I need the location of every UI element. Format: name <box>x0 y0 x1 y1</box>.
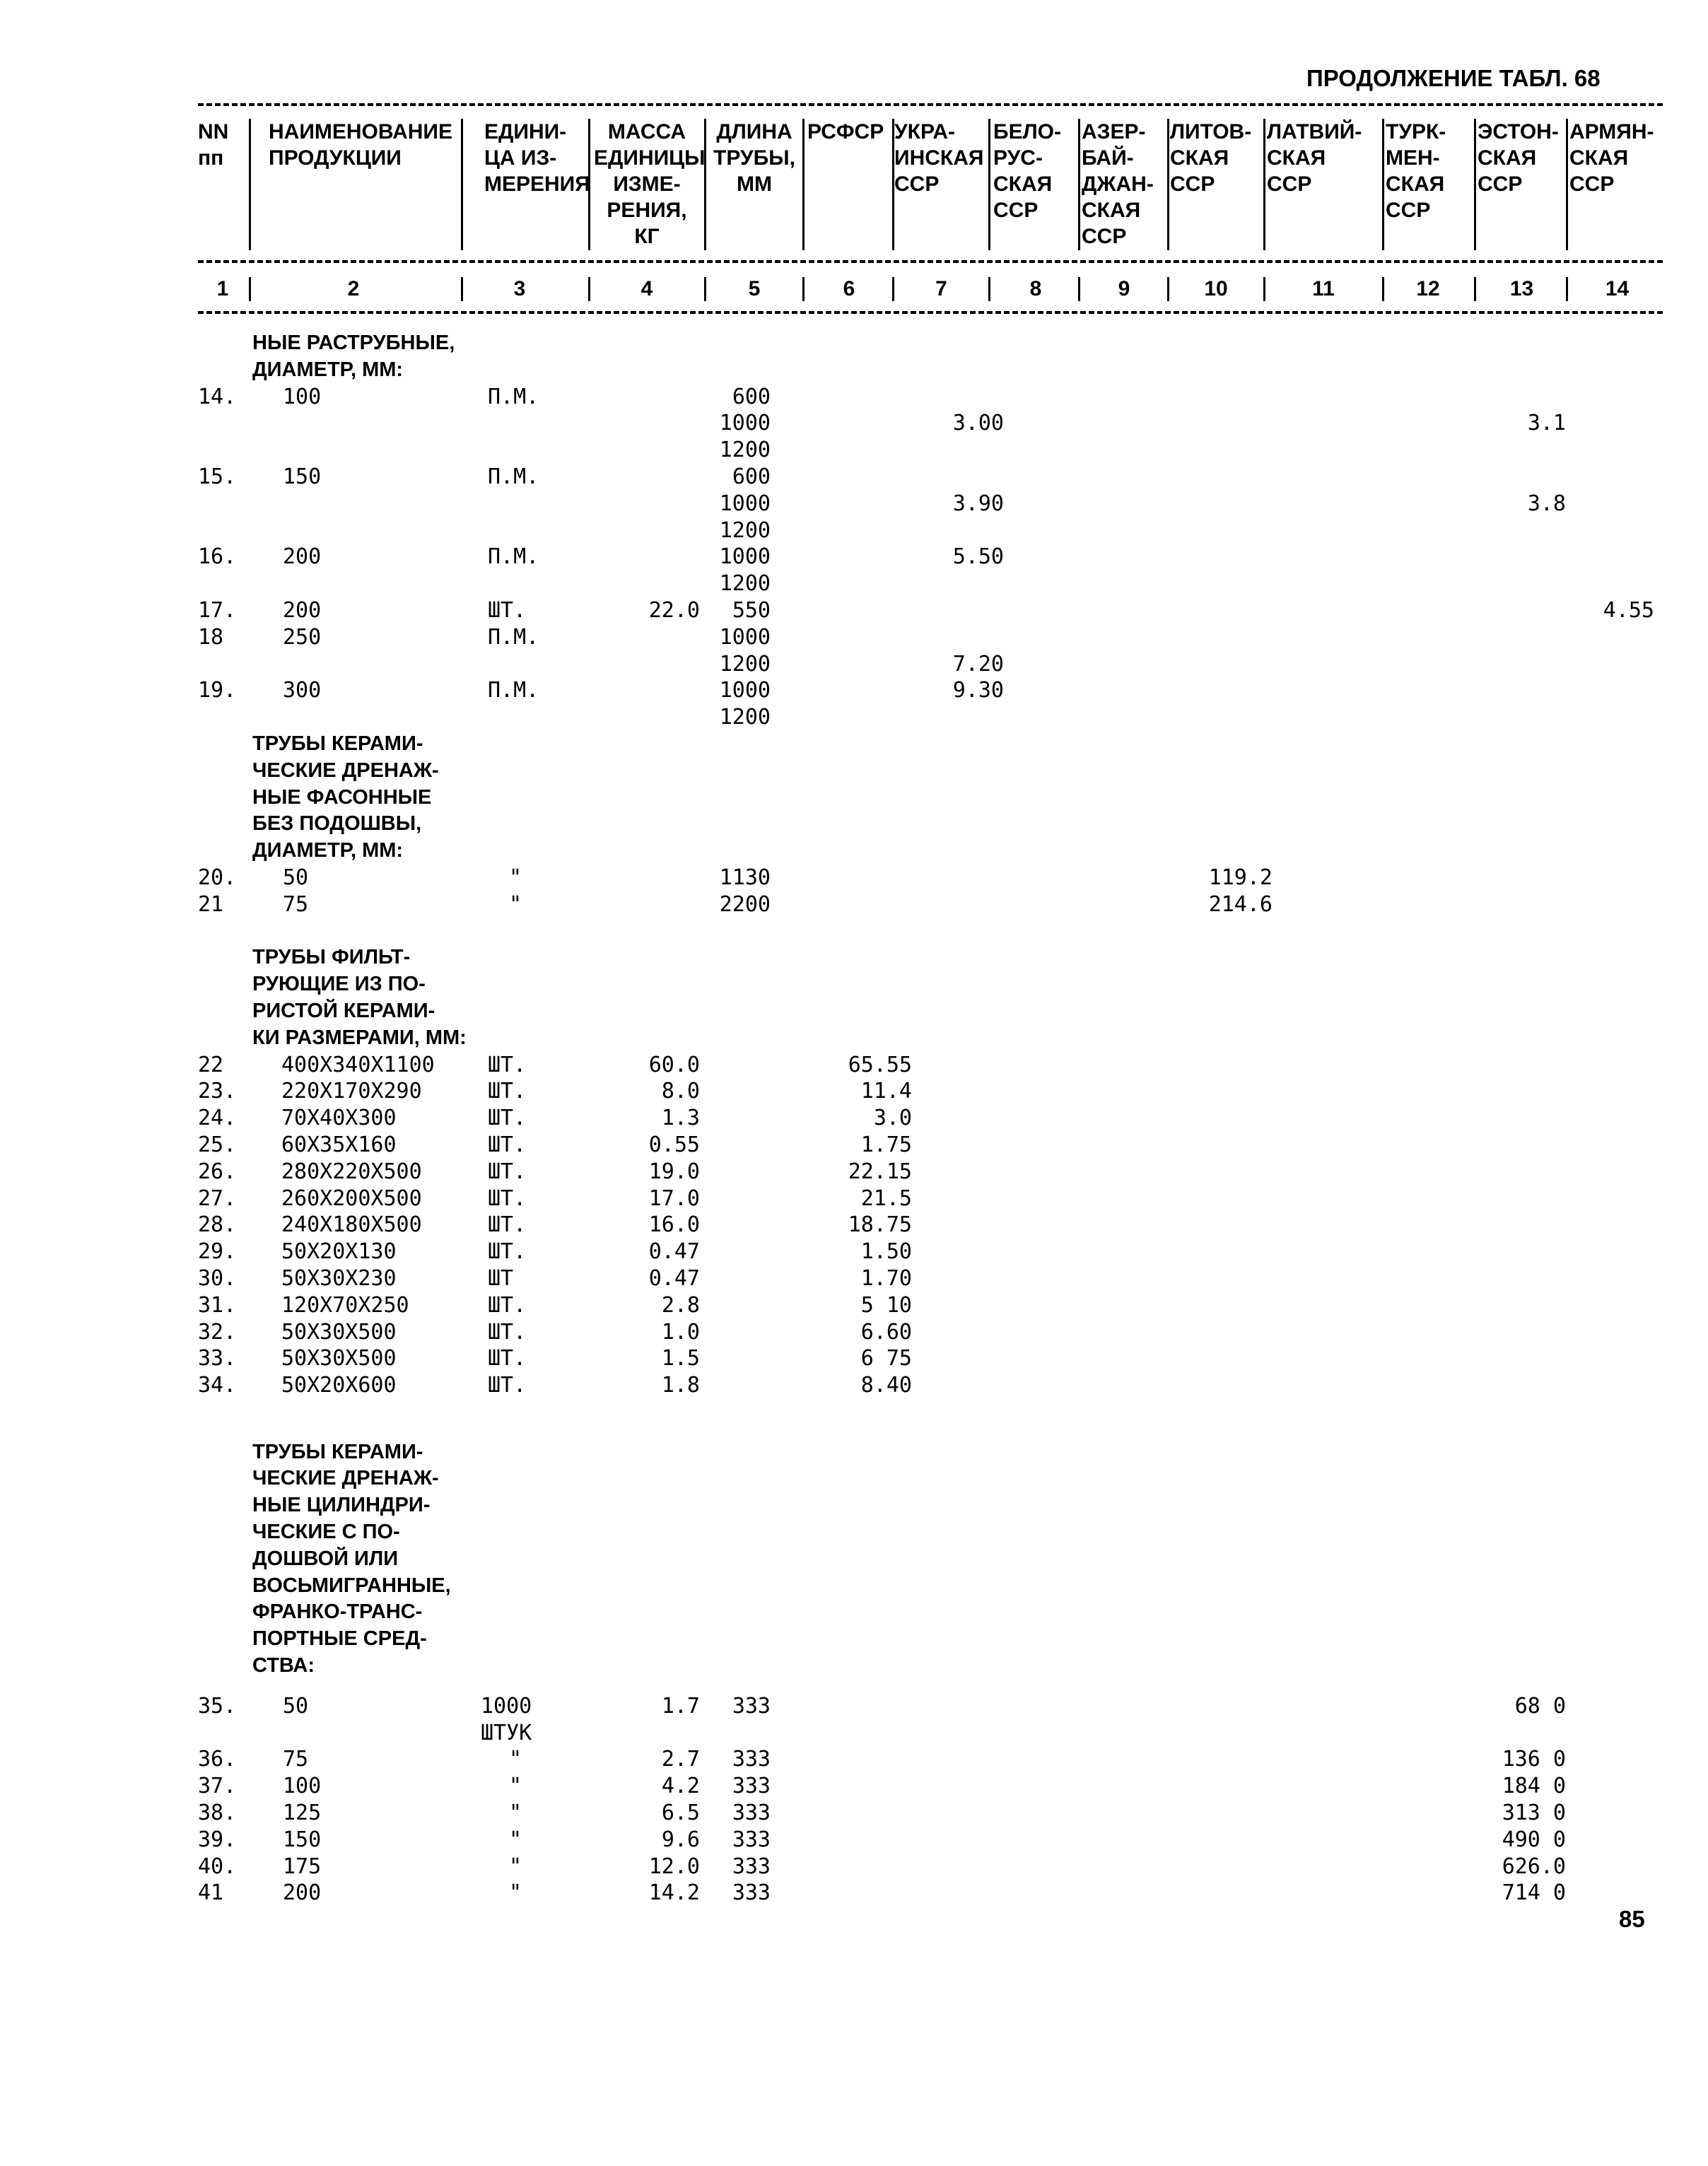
column-separator <box>802 119 805 250</box>
cell-unit: П.М. <box>488 384 539 409</box>
cell-mass: 0.47 <box>648 1266 700 1291</box>
cell-unit: " <box>509 891 522 917</box>
cell-c13: 490 0 <box>1502 1827 1566 1852</box>
cell-name: 50Х30Х500 <box>281 1319 397 1345</box>
cell-name: 50 <box>283 1693 309 1719</box>
section-heading: НЫЕ РАСТРУБНЫЕ, ДИАМЕТР, ММ: <box>252 332 455 381</box>
column-separator <box>1382 277 1384 301</box>
cell-nn: 33. <box>198 1346 237 1371</box>
cell-nn: 28. <box>198 1212 237 1238</box>
column-header: ТУРК- МЕН- СКАЯ ССР <box>1386 120 1446 222</box>
cell-len: 333 <box>732 1854 771 1879</box>
cell-c13: 313 0 <box>1502 1801 1566 1825</box>
cell-len: 1000 <box>719 624 771 650</box>
cell-mass: 0.55 <box>648 1132 700 1157</box>
cell-c13: 136 0 <box>1502 1747 1566 1772</box>
column-number: 1 <box>216 277 229 300</box>
cell-c6: 18.75 <box>848 1212 912 1238</box>
table-rule <box>198 260 1663 263</box>
column-number: 2 <box>347 277 360 300</box>
cell-mass: 4.2 <box>661 1774 700 1799</box>
cell-c6: 8.40 <box>860 1373 912 1398</box>
cell-unit: " <box>509 865 522 890</box>
cell-nn: 29. <box>198 1239 237 1265</box>
column-separator <box>1474 277 1476 301</box>
cell-unit: ШТ. <box>488 1346 527 1371</box>
cell-nn: 14. <box>198 384 237 409</box>
table-continuation-title: ПРОДОЛЖЕНИЕ ТАБЛ. 68 <box>1306 65 1601 91</box>
column-separator <box>249 277 251 301</box>
cell-mass: 60.0 <box>648 1052 700 1077</box>
cell-len: 600 <box>732 384 771 409</box>
cell-name: 400Х340Х1100 <box>281 1052 435 1077</box>
column-number: 10 <box>1204 277 1228 300</box>
cell-len: 1200 <box>719 517 771 543</box>
cell-len: 550 <box>732 598 771 623</box>
cell-nn: 18 <box>198 624 224 650</box>
column-separator <box>1078 277 1080 301</box>
cell-c6: 21.5 <box>860 1186 912 1211</box>
column-separator <box>1382 119 1384 250</box>
cell-name: 300 <box>283 678 322 703</box>
cell-c6: 1.50 <box>860 1239 912 1265</box>
cell-c13: 3.8 <box>1527 491 1566 516</box>
cell-c6: 1.75 <box>860 1132 912 1157</box>
column-number: 4 <box>640 277 653 300</box>
column-header: НАИМЕНОВАНИЕ ПРОДУКЦИИ <box>269 120 452 170</box>
cell-mass: 1.5 <box>661 1346 700 1371</box>
cell-c13: 184 0 <box>1502 1774 1566 1799</box>
column-separator <box>1263 119 1265 250</box>
cell-mass: 19.0 <box>648 1159 700 1184</box>
cell-unit: П.М. <box>488 544 539 570</box>
column-separator <box>249 119 251 250</box>
column-separator <box>704 119 706 250</box>
cell-name: 50Х30Х230 <box>281 1266 397 1291</box>
column-header: РСФСР <box>807 120 884 144</box>
cell-mass: 2.8 <box>661 1292 700 1318</box>
cell-unit: " <box>509 1880 522 1906</box>
cell-name: 280Х220Х500 <box>281 1159 422 1184</box>
cell-nn: 30. <box>198 1266 237 1291</box>
table-rule <box>198 311 1663 314</box>
column-header: МАССА ЕДИНИЦЫ ИЗМЕ- РЕНИЯ, КГ <box>594 120 706 248</box>
column-header: БЕЛО- РУС- СКАЯ ССР <box>993 120 1061 222</box>
cell-unit: ШТ. <box>488 1319 527 1345</box>
cell-mass: 9.6 <box>661 1827 700 1852</box>
cell-unit: " <box>509 1801 522 1825</box>
column-separator <box>1167 119 1169 250</box>
cell-name: 240Х180Х500 <box>281 1212 422 1238</box>
cell-name: 260Х200Х500 <box>281 1186 422 1211</box>
cell-c14: 4.55 <box>1603 598 1654 623</box>
column-header: УКРА- ИНСКАЯ ССР <box>894 120 984 196</box>
cell-unit: ШТ. <box>488 1186 527 1211</box>
cell-unit: 1000 ШТУК <box>481 1693 532 1745</box>
cell-len: 333 <box>732 1801 771 1825</box>
cell-name: 200 <box>283 598 322 623</box>
cell-name: 50Х30Х500 <box>281 1346 397 1371</box>
cell-name: 125 <box>283 1801 322 1825</box>
cell-mass: 0.47 <box>648 1239 700 1265</box>
column-header: ЭСТОН- СКАЯ ССР <box>1478 120 1559 196</box>
cell-mass: 1.7 <box>661 1693 700 1719</box>
cell-unit: ШТ. <box>488 1159 527 1184</box>
cell-nn: 16. <box>198 544 237 570</box>
column-separator <box>988 119 990 250</box>
cell-c6: 5 10 <box>860 1292 912 1318</box>
cell-unit: ШТ. <box>488 1239 527 1265</box>
cell-len: 333 <box>732 1747 771 1772</box>
cell-c6: 11.4 <box>860 1079 912 1104</box>
column-separator <box>1078 119 1080 250</box>
column-separator <box>1474 119 1476 250</box>
cell-len: 1000 <box>719 491 771 516</box>
cell-name: 50Х20Х600 <box>281 1373 397 1398</box>
cell-name: 75 <box>283 891 309 917</box>
cell-unit: ШТ. <box>488 1052 527 1077</box>
cell-unit: " <box>509 1827 522 1852</box>
cell-unit: " <box>509 1854 522 1879</box>
cell-unit: П.М. <box>488 624 539 650</box>
cell-c7: 3.00 <box>952 411 1004 436</box>
cell-c6: 6 75 <box>860 1346 912 1371</box>
column-number: 3 <box>513 277 526 300</box>
cell-nn: 35. <box>198 1693 237 1719</box>
cell-c6: 6.60 <box>860 1319 912 1345</box>
cell-nn: 36. <box>198 1747 237 1772</box>
cell-name: 200 <box>283 1880 322 1906</box>
cell-c6: 3.0 <box>873 1106 912 1131</box>
cell-mass: 16.0 <box>648 1212 700 1238</box>
cell-c6: 22.15 <box>848 1159 912 1184</box>
cell-c7: 3.90 <box>952 491 1004 516</box>
cell-name: 220Х170Х290 <box>281 1079 422 1104</box>
column-separator <box>1263 277 1265 301</box>
cell-c13: 3.1 <box>1527 411 1566 436</box>
column-number: 14 <box>1605 277 1630 300</box>
cell-c7: 7.20 <box>952 651 1004 677</box>
cell-len: 1200 <box>719 651 771 677</box>
cell-nn: 39. <box>198 1827 237 1852</box>
cell-nn: 41 <box>198 1880 224 1906</box>
column-number: 5 <box>748 277 761 300</box>
cell-unit: " <box>509 1747 522 1772</box>
cell-name: 70Х40Х300 <box>281 1106 397 1131</box>
cell-name: 100 <box>283 384 322 409</box>
column-header: АЗЕР- БАЙ- ДЖАН- СКАЯ ССР <box>1082 120 1154 248</box>
cell-len: 2200 <box>719 891 771 917</box>
cell-unit: ШТ. <box>488 1106 527 1131</box>
cell-len: 333 <box>732 1880 771 1906</box>
column-separator <box>461 119 463 250</box>
cell-c10: 214.6 <box>1208 891 1273 917</box>
cell-len: 1000 <box>719 544 771 570</box>
cell-nn: 34. <box>198 1373 237 1398</box>
column-separator <box>802 277 805 301</box>
cell-c13: 68 0 <box>1514 1693 1566 1719</box>
column-number: 8 <box>1029 277 1042 300</box>
cell-name: 250 <box>283 624 322 650</box>
cell-mass: 1.0 <box>661 1319 700 1345</box>
cell-len: 1000 <box>719 411 771 436</box>
cell-unit: " <box>509 1774 522 1799</box>
cell-len: 1000 <box>719 678 771 703</box>
cell-name: 50 <box>283 865 309 890</box>
cell-nn: 15. <box>198 464 237 489</box>
cell-c7: 5.50 <box>952 544 1004 570</box>
cell-nn: 23. <box>198 1079 237 1104</box>
cell-name: 50Х20Х130 <box>281 1239 397 1265</box>
column-number: 11 <box>1312 277 1335 300</box>
cell-name: 150 <box>283 464 322 489</box>
cell-mass: 1.3 <box>661 1106 700 1131</box>
cell-unit: ШТ. <box>488 1132 527 1157</box>
column-separator <box>461 277 463 301</box>
cell-nn: 32. <box>198 1319 237 1345</box>
cell-name: 120Х70Х250 <box>281 1292 409 1318</box>
cell-mass: 2.7 <box>661 1747 700 1772</box>
column-header: ЛАТВИЙ- СКАЯ ССР <box>1267 120 1362 196</box>
cell-mass: 6.5 <box>661 1801 700 1825</box>
cell-unit: ШТ. <box>488 1212 527 1238</box>
cell-nn: 25. <box>198 1132 237 1157</box>
cell-c6: 1.70 <box>860 1266 912 1291</box>
column-number: 9 <box>1118 277 1130 300</box>
cell-name: 175 <box>283 1854 322 1879</box>
cell-len: 1200 <box>719 571 771 597</box>
column-separator <box>588 277 590 301</box>
cell-nn: 19. <box>198 678 237 703</box>
column-separator <box>1167 277 1169 301</box>
cell-nn: 27. <box>198 1186 237 1211</box>
cell-nn: 38. <box>198 1801 237 1825</box>
cell-nn: 21 <box>198 891 224 917</box>
cell-nn: 40. <box>198 1854 237 1879</box>
column-separator <box>1566 119 1568 250</box>
cell-unit: ШТ. <box>488 1373 527 1398</box>
cell-c10: 119.2 <box>1208 865 1273 890</box>
cell-nn: 20. <box>198 865 237 890</box>
column-number: 12 <box>1416 277 1440 300</box>
column-header: ЕДИНИ- ЦА ИЗ- МЕРЕНИЯ <box>484 120 590 196</box>
cell-unit: ШТ. <box>488 1079 527 1104</box>
section-heading: ТРУБЫ КЕРАМИ- ЧЕСКИЕ ДРЕНАЖ- НЫЕ ФАСОННЫЕ БЕЗ ПОДОШВЫ, ДИАМЕТР, ММ: <box>252 732 439 862</box>
cell-unit: П.М. <box>488 678 539 703</box>
cell-name: 75 <box>283 1747 309 1772</box>
column-number: 6 <box>843 277 855 300</box>
cell-nn: 17. <box>198 598 237 623</box>
cell-nn: 26. <box>198 1159 237 1184</box>
cell-c6: 65.55 <box>848 1052 912 1077</box>
cell-nn: 31. <box>198 1292 237 1318</box>
column-separator <box>988 277 990 301</box>
cell-name: 150 <box>283 1827 322 1852</box>
table-rule <box>198 103 1663 106</box>
cell-c13: 714 0 <box>1502 1880 1566 1906</box>
cell-nn: 22 <box>198 1052 224 1077</box>
cell-c13: 626.0 <box>1502 1854 1566 1879</box>
cell-unit: П.М. <box>488 464 539 489</box>
cell-len: 1130 <box>719 865 771 890</box>
cell-len: 333 <box>732 1774 771 1799</box>
cell-nn: 24. <box>198 1106 237 1131</box>
section-heading: ТРУБЫ КЕРАМИ- ЧЕСКИЕ ДРЕНАЖ- НЫЕ ЦИЛИНДРИ- ЧЕСКИЕ С ПО- ДОШВОЙ ИЛИ ВОСЬМИГРАННЫЕ, ФРАНКО-ТРАНС- ПОРТНЫЕ СРЕД- СТВА: <box>252 1440 451 1678</box>
cell-mass: 17.0 <box>648 1186 700 1211</box>
cell-len: 600 <box>732 464 771 489</box>
cell-mass: 22.0 <box>648 598 700 623</box>
cell-unit: ШТ. <box>488 1292 527 1318</box>
cell-mass: 8.0 <box>661 1079 700 1104</box>
cell-len: 1200 <box>719 438 771 463</box>
cell-unit: ШТ <box>488 1266 514 1291</box>
column-header: АРМЯН- СКАЯ ССР <box>1569 120 1654 196</box>
cell-mass: 12.0 <box>648 1854 700 1879</box>
section-heading: ТРУБЫ ФИЛЬТ- РУЮЩИЕ ИЗ ПО- РИСТОЙ КЕРАМИ- КИ РАЗМЕРАМИ, ММ: <box>252 946 467 1049</box>
cell-mass: 1.8 <box>661 1373 700 1398</box>
page-number: 85 <box>1619 1906 1645 1932</box>
cell-len: 333 <box>732 1693 771 1719</box>
column-header: ДЛИНА ТРУБЫ, ММ <box>713 120 795 196</box>
cell-nn: 37. <box>198 1774 237 1799</box>
cell-name: 200 <box>283 544 322 570</box>
cell-c7: 9.30 <box>952 678 1004 703</box>
column-number: 7 <box>935 277 947 300</box>
cell-len: 333 <box>732 1827 771 1852</box>
column-header: NN пп <box>198 120 229 170</box>
column-header: ЛИТОВ- СКАЯ ССР <box>1170 120 1252 196</box>
cell-len: 1200 <box>719 705 771 730</box>
cell-mass: 14.2 <box>648 1880 700 1906</box>
cell-name: 60Х35Х160 <box>281 1132 397 1157</box>
column-number: 13 <box>1509 277 1534 300</box>
column-separator <box>704 277 706 301</box>
cell-name: 100 <box>283 1774 322 1799</box>
column-separator <box>1566 277 1568 301</box>
cell-unit: ШТ. <box>488 598 527 623</box>
